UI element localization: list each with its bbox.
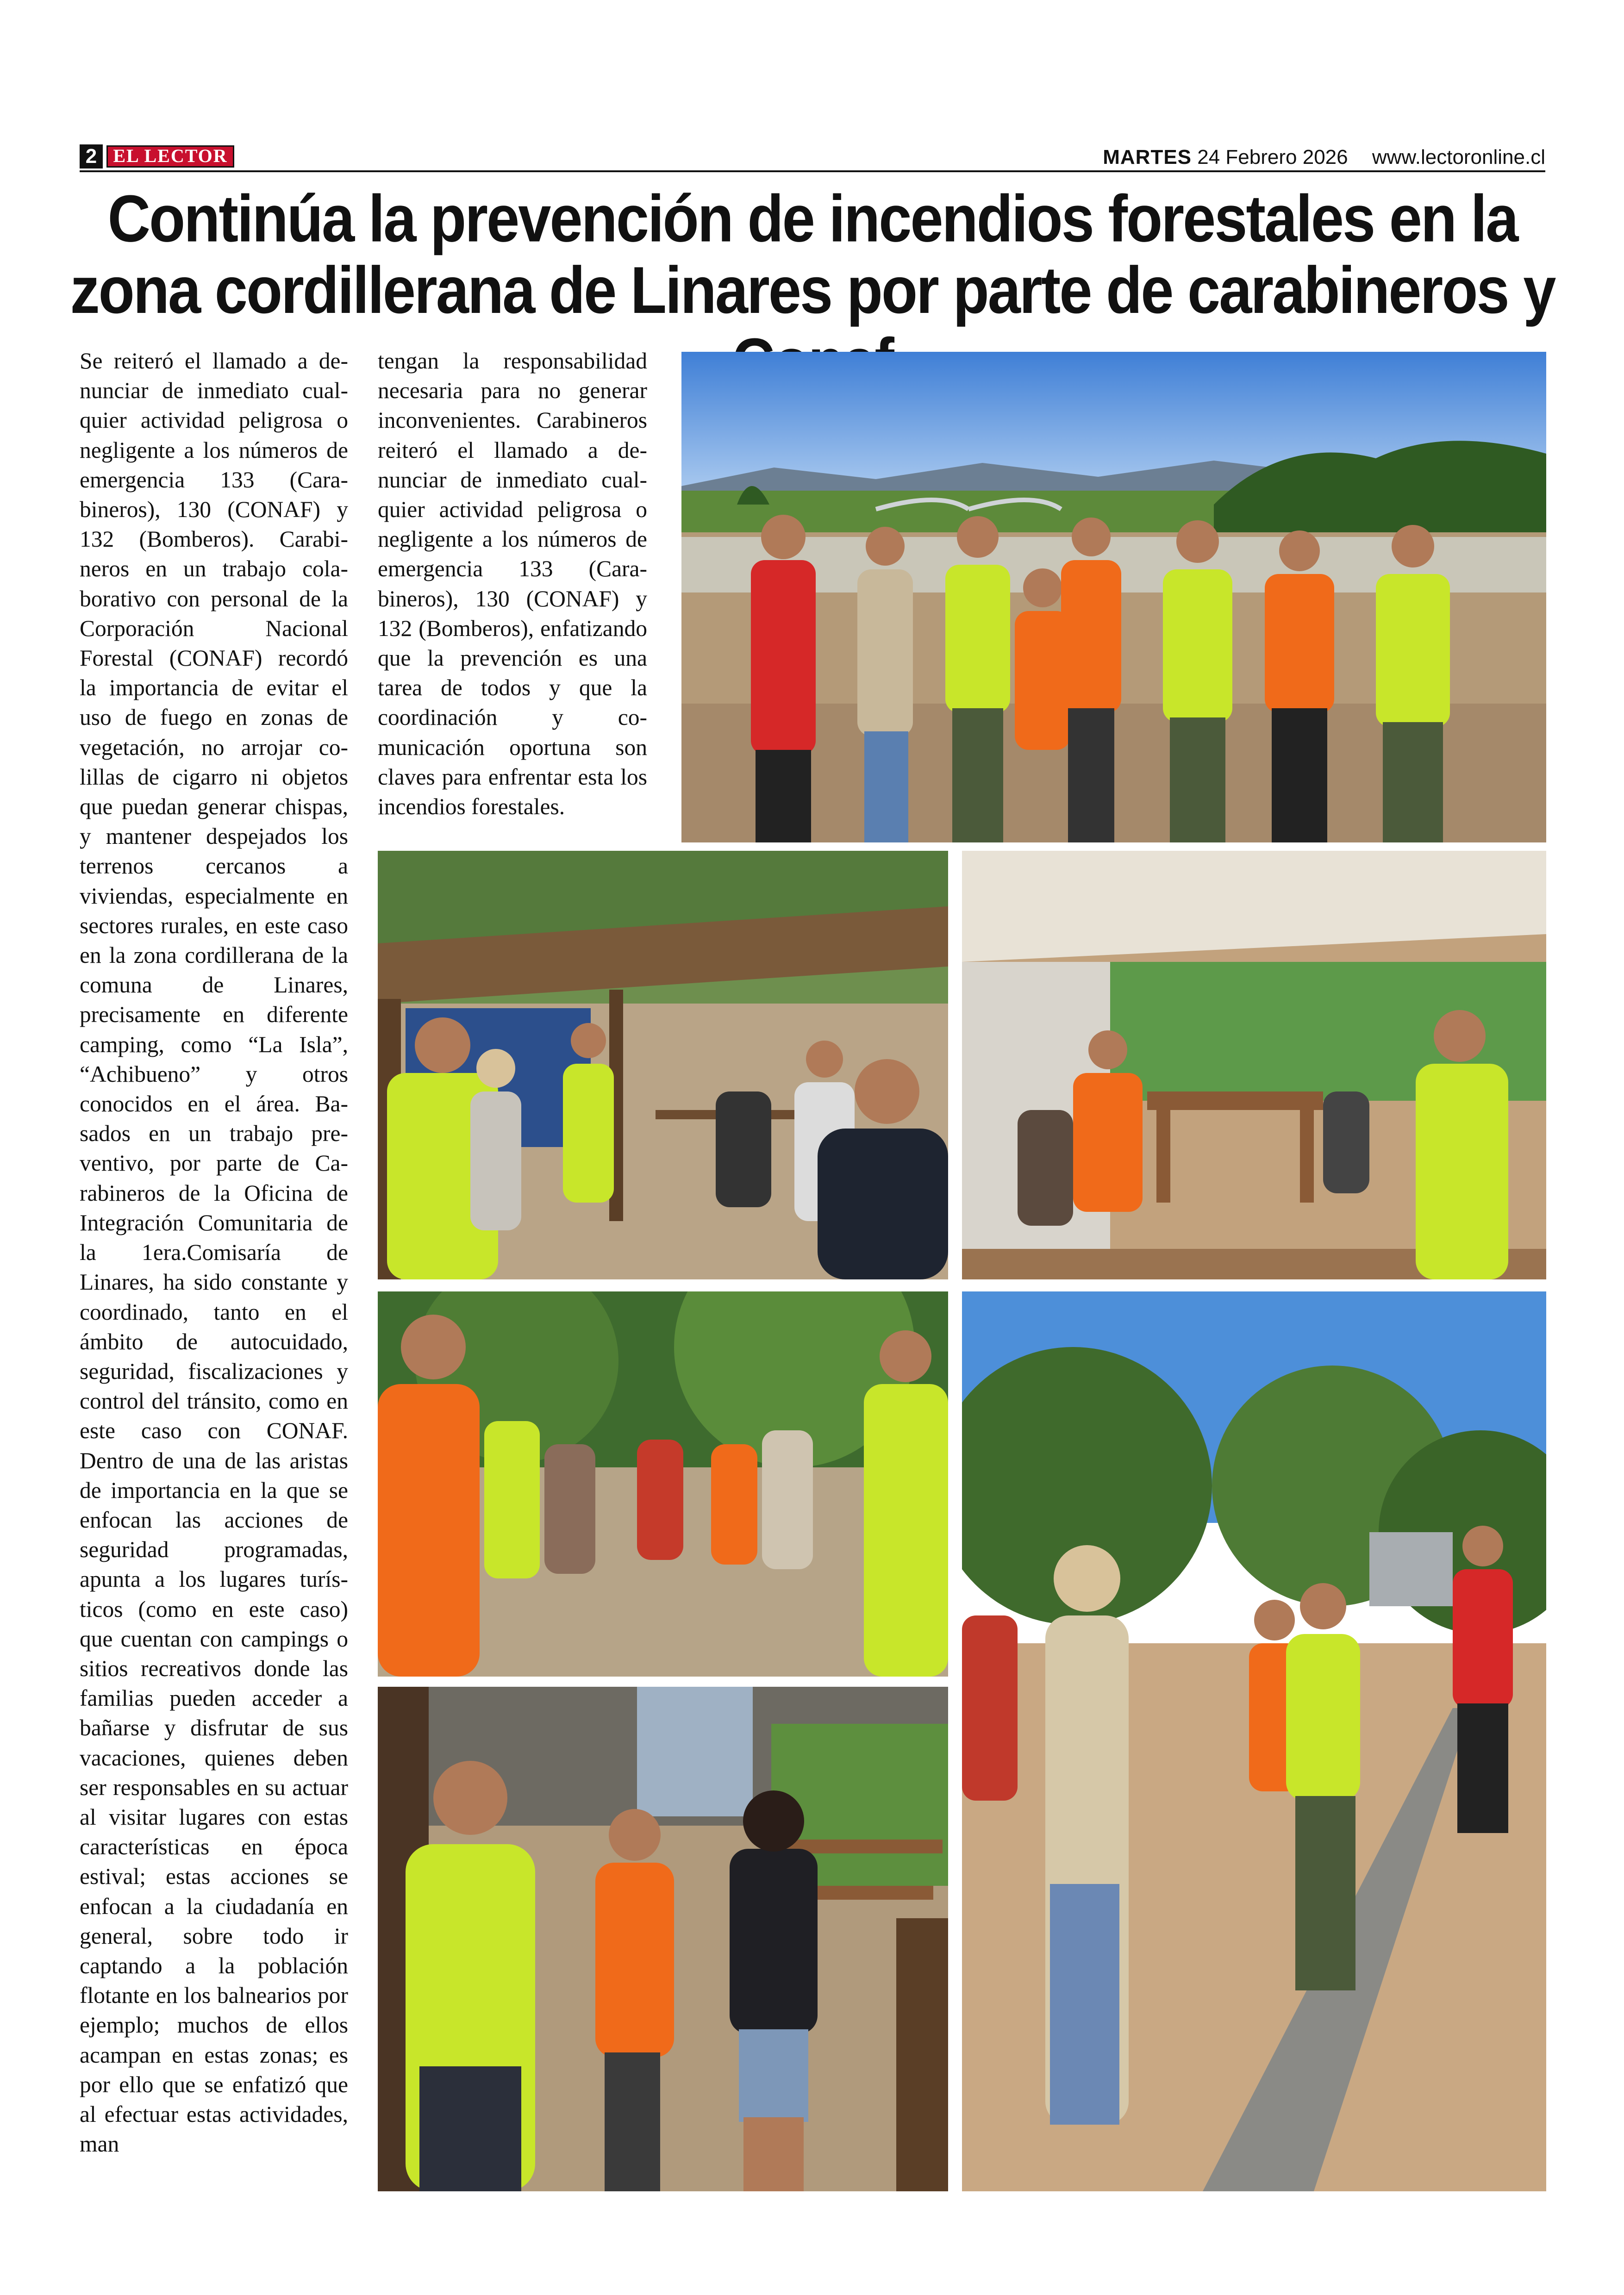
photo-woods-group: [378, 1291, 948, 1677]
page-header: [80, 141, 1545, 172]
photo-shelter-talk: [378, 851, 948, 1279]
header-day: MARTES: [1103, 146, 1192, 168]
photo-road-patrol: [962, 1291, 1546, 2191]
article-headline: Continúa la prevención de incendios forestales en la zona cordillerana de Linares por parte de carabineros y: [70, 181, 1555, 328]
header-website: www.lectoronline.cl: [1372, 146, 1545, 168]
photo-group-by-river: [681, 352, 1546, 842]
newspaper-logo: EL LECTOR: [106, 145, 234, 168]
header-date: 24 Febrero 2026: [1197, 146, 1348, 168]
article-column-2: tengan la responsabilidad necesaria para no generar inconvenientes. Carabineros reiteró el llamado a denunciar de inmediato cualquier actividad peligrosa o negligente a los números de emergencia 133 (Carabineros), 130 (CONAF) y 132 (Bomberos), enfatizando que la prevención es una tarea de todos y que la coordinación y comunicación oportuna son claves para enfrentar esta los incendios forestales.: [378, 348, 647, 820]
header-dateline: [1103, 144, 1545, 170]
photo-garden-conversation: [378, 1687, 948, 2191]
page-number: 2: [80, 144, 103, 168]
photo-porch-meeting: [962, 851, 1546, 1279]
article-column-1: Se reiteró el llamado a denunciar de inmediato cualquier actividad peligrosa o negligente a los números de emergencia 133 (Carabineros), 130 (CONAF) y 132 (Bomberos). Carabineros en un trabajo colaborativo con personal de la Corporación Nacional Forestal (CONAF) recordó la importancia de evitar el uso de fuego en zonas de vegetación, no arrojar colillas de cigarro ni objetos que puedan generar chispas, y mantener despejados los terrenos cercanos a viviendas, especialmente en sectores rurales, en este caso en la zona cordillerana de la comuna de Linares, precisamente en diferente camping, como “La Isla”, “Achibueno” y otros conocidos en el área. Basados en un trabajo preventivo, por parte de Carabineros de la Oficina de Integración Comunitaria de la 1era.Comisaría de Linares, ha sido constante y coordinado, tanto en el ámbito de autocuidado, seguridad, fiscalizaciones y control del tránsito, como en este caso con CONAF. Dentro de una de las aristas de importancia en la que se enfocan las acciones de seguridad programadas, apunta a los lugares turísticos (como en este caso) que cuentan con campings o sitios recreativos donde las familias pueden acceder a bañarse y disfrutar de sus vacaciones, quienes deben ser responsables en su actuar al visitar lugares con estas características en época estival; estas acciones se enfocan a la ciudadanía en general, sobre todo ir captando a la población flotante en los balnearios por ejemplo; muchos de ellos acampan en estas zonas; es por ello que se enfatizó que al efectuar estas actividades, man: [80, 348, 348, 2157]
